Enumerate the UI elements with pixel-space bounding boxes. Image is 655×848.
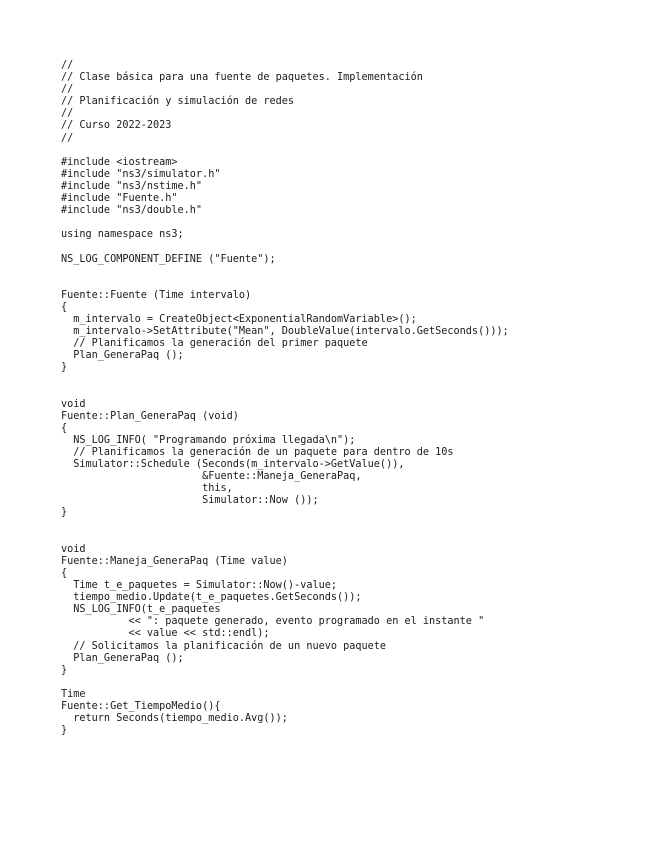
code-line: void (61, 398, 86, 410)
code-line (61, 145, 641, 157)
code-line: // (61, 60, 74, 71)
code-line: { (61, 422, 68, 434)
code-line: } (61, 362, 68, 374)
code-line: Fuente::Fuente (Time intervalo) (61, 289, 252, 301)
code-line: #include "ns3/nstime.h" (61, 180, 203, 192)
code-line: << value << std::endl); (61, 628, 270, 640)
code-line: // Planificación y simulación de redes (61, 96, 295, 108)
code-line: NS_LOG_INFO(t_e_paquetes (61, 604, 221, 616)
code-line: } (61, 664, 68, 676)
code-line: &Fuente::Maneja_GeneraPaq, (61, 471, 362, 483)
code-line: Fuente::Get_TiempoMedio(){ (61, 700, 221, 712)
code-line: // Planificamos la generación del primer paquete (61, 338, 368, 350)
code-line: Simulator::Now ()); (61, 495, 319, 507)
code-line (61, 677, 641, 689)
code-line (61, 520, 641, 532)
code-line: NS_LOG_COMPONENT_DEFINE ("Fuente"); (61, 253, 276, 265)
code-line: Simulator::Schedule (Seconds(m_intervalo->GetValue()), (61, 459, 405, 471)
code-line: m_intervalo = CreateObject<ExponentialRandomVariable>(); (61, 313, 417, 325)
code-line: } (61, 507, 68, 519)
code-line (61, 241, 641, 253)
code-line: Plan_GeneraPaq (); (61, 652, 184, 664)
code-line: // Curso 2022-2023 (61, 120, 172, 132)
code-line: tiempo_medio.Update(t_e_paquetes.GetSeconds()); (61, 592, 362, 604)
code-line: void (61, 543, 86, 555)
code-line (61, 532, 641, 544)
code-line: NS_LOG_INFO( "Programando próxima llegada\n"); (61, 434, 356, 446)
code-line (61, 387, 641, 399)
code-line (61, 278, 641, 290)
code-line: << ": paquete generado, evento programado en el instante " (61, 616, 485, 628)
code-line (61, 374, 641, 386)
code-line: // (61, 84, 74, 96)
source-code-listing (61, 60, 641, 737)
code-line: #include "ns3/double.h" (61, 205, 203, 217)
code-line: return Seconds(tiempo_medio.Avg()); (61, 713, 288, 725)
code-line: Plan_GeneraPaq (); (61, 350, 184, 362)
code-line: m_intervalo->SetAttribute("Mean", DoubleValue(intervalo.GetSeconds())); (61, 326, 509, 338)
code-line: // (61, 108, 74, 120)
code-line: Fuente::Maneja_GeneraPaq (Time value) (61, 555, 288, 567)
code-line: Time t_e_paquetes = Simulator::Now()-value; (61, 580, 338, 592)
code-line: // Solicitamos la planificación de un nuevo paquete (61, 640, 387, 652)
code-line: // Planificamos la generación de un paquete para dentro de 10s (61, 447, 454, 458)
code-line: Time (61, 688, 86, 700)
code-line (61, 217, 641, 229)
code-line: Fuente::Plan_GeneraPaq (void) (61, 410, 239, 422)
code-line: // Clase básica para una fuente de paquetes. Implementación (61, 72, 423, 84)
code-line: // (61, 132, 74, 144)
code-line: #include "Fuente.h" (61, 193, 178, 205)
code-line: using namespace ns3; (61, 229, 184, 241)
code-line (61, 266, 641, 278)
code-line: this, (61, 483, 233, 495)
code-line: { (61, 301, 68, 313)
code-line: } (61, 725, 68, 737)
code-line: #include <iostream> (61, 156, 178, 168)
code-line: { (61, 567, 68, 579)
code-line: #include "ns3/simulator.h" (61, 168, 221, 180)
